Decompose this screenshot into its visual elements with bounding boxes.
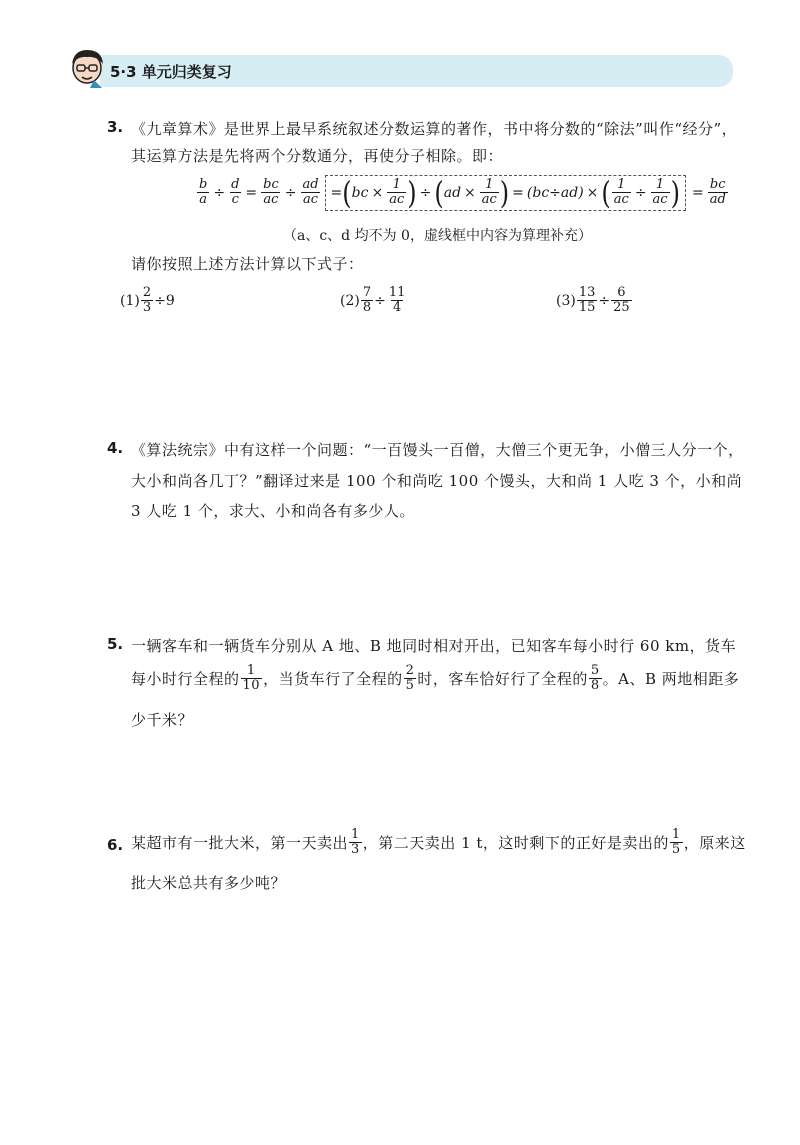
question-4-number: 4. [107,439,124,457]
frac-d-over-c: $\frac{d}{c}$ [231,177,240,208]
question-4-line-3: 3 人吃 1 个，求大、小和尚各有多少人。 [131,502,415,520]
question-3-line-1: 《九章算术》是世界上最早系统叙述分数运算的著作，书中将分数的“除法”叫作“经分”， [131,120,738,138]
mascot-icon [64,44,110,90]
question-5-number: 5. [107,635,124,653]
question-6-line-2: 批大米总共有多少吨？ [131,874,287,892]
formula-note: （a、c、d 均不为 0，虚线框中内容为算理补充） [283,228,592,244]
formula-middle: (bc÷ad) [526,184,584,201]
sub-question-3: (3) $\frac{13}{15}$ ÷ $\frac{6}{25}$ [556,285,630,316]
frac-ad-over-ac: $\frac{ad}{ac}$ [302,177,319,208]
formula: $\frac{b}{a}$ ÷ $\frac{d}{c}$ = $\frac{bc}{ac}$ ÷ $\frac{ad}{ac}$ = ( bc × $\frac{1}{ac}$ ) ÷ ( ad × $\frac{1}{ac}$ ) = (bc÷ad) × ( $\frac{1}{ac}$ ÷ $\frac{1}{ac}$ ) = $\frac{bc}{ad}$ [199,174,726,211]
question-3-number: 3. [107,118,124,136]
question-3-instruction: 请你按照上述方法计算以下式子： [131,255,364,273]
question-3-line-2: 其运算方法是先将两个分数通分，再使分子相除。即： [131,147,504,165]
sub-question-2: (2) $\frac{7}{8}$ ÷ $\frac{11}{4}$ [340,285,406,316]
question-4-line-1: 《算法统宗》中有这样一个问题：“一百馒头一百僧，大僧三个更无争，小僧三人分一个， [131,441,744,459]
frac-b-over-a: $\frac{b}{a}$ [199,177,208,208]
frac-bc-over-ac: $\frac{bc}{ac}$ [263,177,279,208]
header-title: 5·3 单元归类复习 [110,63,232,81]
question-4-line-2: 大小和尚各几丁？”翻译过来是 100 个和尚吃 100 个馒头，大和尚 1 人吃 3 个，小和尚 [131,472,743,490]
question-5-line-1: 一辆客车和一辆货车分别从 A 地、B 地同时相对开出，已知客车每小时行 60 km，货车 [131,637,737,655]
frac-bc-over-ad: $\frac{bc}{ad}$ [709,177,726,208]
question-5-line-3: 少千米？ [131,711,194,729]
question-6-number: 6. [107,836,124,854]
question-5-line-2: 每小时行全程的 $\frac{1}{10}$ ，当货车行了全程的 $\frac{2}{5}$ 时，客车恰好行了全程的 $\frac{5}{8}$ 。A、B 两地相距多 [131,663,740,694]
dashed-box: = ( bc × $\frac{1}{ac}$ ) ÷ ( ad × $\frac{1}{ac}$ ) = (bc÷ad) × ( $\frac{1}{ac}$ ÷ $\frac{1}{ac}$ ) [325,175,686,211]
question-6-line-1: 某超市有一批大米，第一天卖出 $\frac{1}{3}$ ，第二天卖出 1 t，这时剩下的正好是卖出的 $\frac{1}{5}$ ，原来这 [131,827,746,858]
sub-question-1: (1) $\frac{2}{3}$ ÷9 [120,285,175,316]
